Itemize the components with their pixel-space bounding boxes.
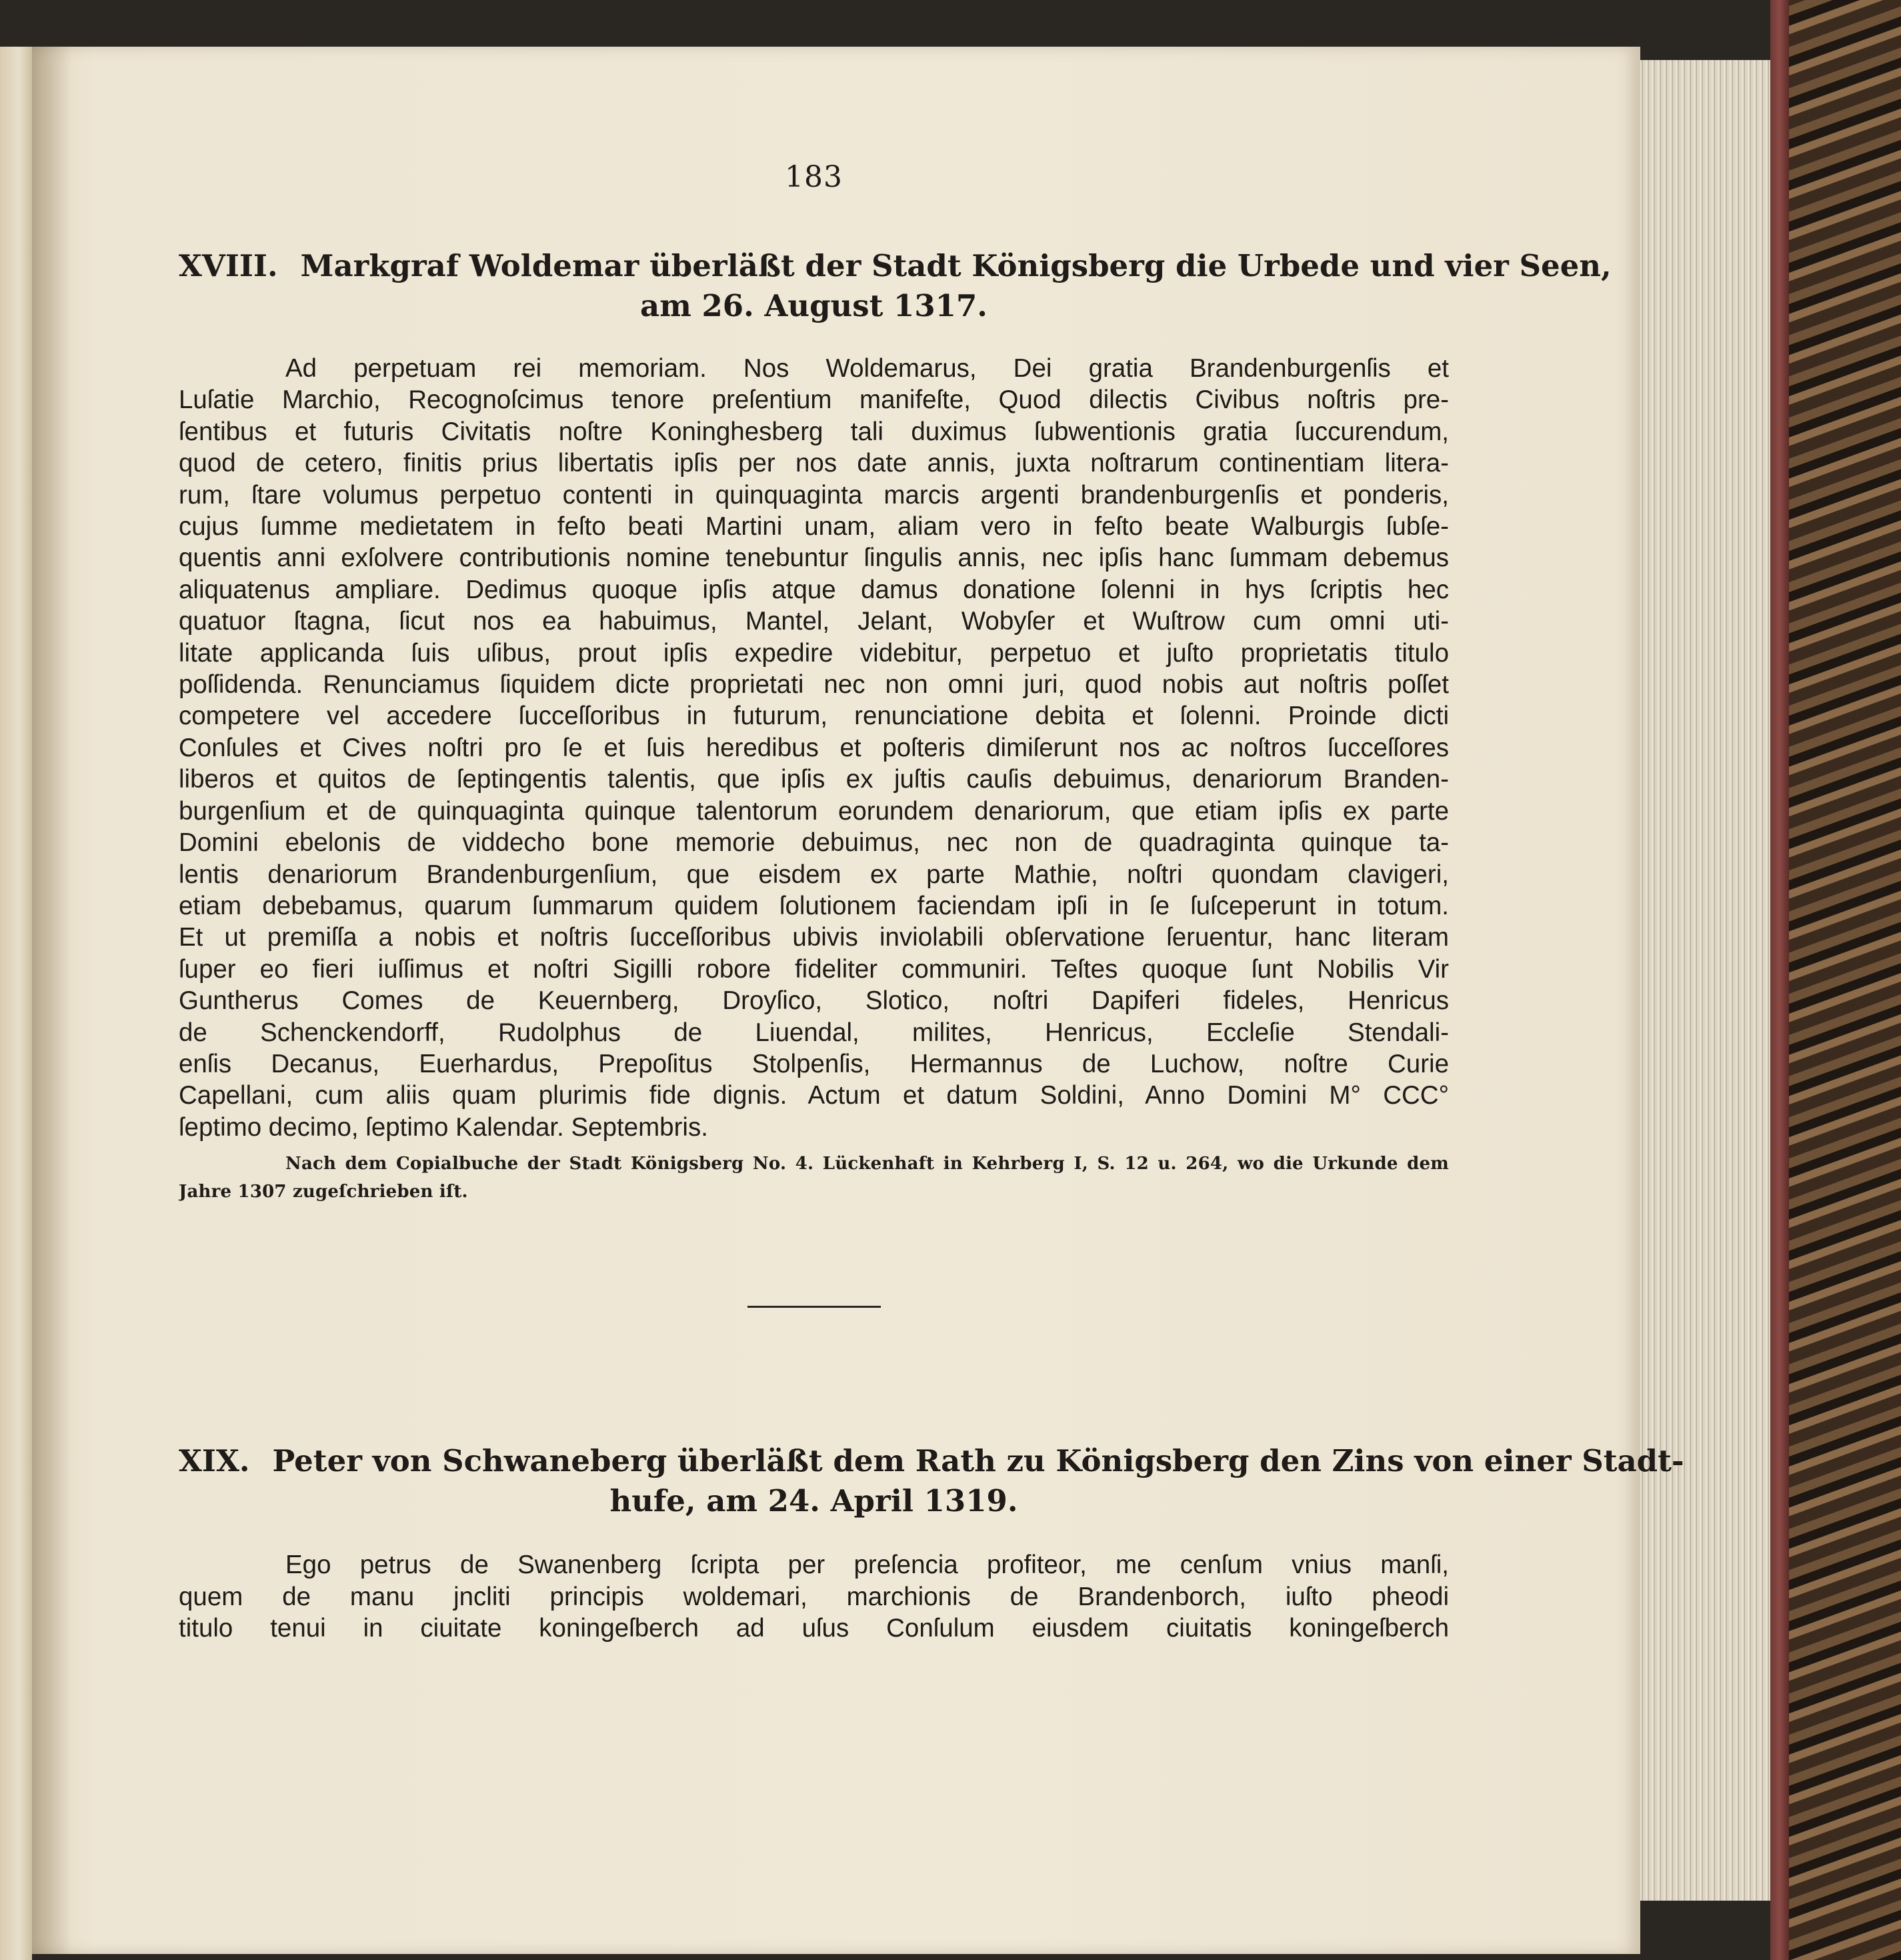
source-footnote: [179, 1150, 1449, 1206]
body-line: rum, ſtare volumus perpetuo contenti in quinquaginta marcis argenti brandenburgenſis et ponderis,: [179, 480, 1449, 510]
body-line: ſentibus et futuris Civitatis noſtre Koninghesberg tali duximus ſubwentionis gratia ſuccurendum,: [179, 417, 1449, 446]
facing-page-edge: [0, 47, 32, 1960]
book-cover-edge: [1770, 0, 1901, 1960]
body-line: titulo tenui in ciuitate koningeſberch ad uſus Conſulum eiusdem ciuitatis koningeſberch: [179, 1613, 1449, 1643]
page-edges: [1634, 60, 1770, 1901]
document-numeral: XIX.: [179, 1443, 250, 1479]
page-number: 183: [785, 160, 843, 194]
body-line: Ad perpetuam rei memoriam. Nos Woldemarus, Dei gratia Brandenburgenſis et: [285, 354, 1449, 383]
body-line: poſſidenda. Renunciamus ſiquidem dicte proprietati nec non omni juri, quod nobis aut noſtris poſſet: [179, 670, 1449, 700]
gutter-shadow: [32, 47, 72, 1954]
body-line: Guntherus Comes de Keuernberg, Droyſico, Slotico, noſtri Dapiferi fideles, Henricus: [179, 986, 1449, 1016]
footnote-line: Nach dem Copialbuche der Stadt Königsberg No. 4. Lückenhaft in Kehrberg I, S. 12 u. 264, wo die Urkunde dem: [285, 1154, 1449, 1174]
body-line: cujus ſumme medietatem in feſto beati Martini unam, aliam vero in feſto beate Walburgis ſubſe-: [179, 512, 1449, 542]
body-line: Et ut premiſſa a nobis et noſtris ſucceſſoribus ubivis inviolabili obſervatione ſeruentur, hanc literam: [179, 923, 1449, 952]
body-line: Ego petrus de Swanenberg ſcripta per preſencia profiteor, me cenſum vnius manſi,: [285, 1551, 1449, 1580]
heading-line-1: Peter von Schwaneberg überläßt dem Rath zu Königsberg den Zins von einer Stadt-: [272, 1443, 1684, 1479]
heading-line-2: am 26. August 1317.: [640, 288, 988, 323]
body-line: quem de manu jncliti principis woldemari, marchionis de Brandenborch, iuſto pheodi: [179, 1582, 1449, 1611]
body-line: de Schenckendorff, Rudolphus de Liuendal, milites, Henricus, Eccleſie Stendali-: [179, 1018, 1449, 1047]
book-page: [32, 47, 1684, 1954]
body-line: lentis denariorum Brandenburgenſium, que eisdem ex parte Mathie, noſtri quondam clavigeri,: [179, 860, 1449, 889]
section-separator: [747, 1306, 881, 1308]
document-heading: [179, 246, 1612, 326]
body-line: Capellani, cum aliis quam plurimis fide dignis. Actum et datum Soldini, Anno Domini M° CCC°: [179, 1081, 1449, 1110]
footnote-line: Jahre 1307 zugeſchrieben iſt.: [179, 1182, 468, 1202]
body-line: Domini ebelonis de viddecho bone memorie debuimus, nec non de quadraginta quinque ta-: [179, 828, 1449, 858]
body-line: quentis anni exſolvere contributionis nomine tenebuntur ſingulis annis, nec ipſis hanc ſummam debemus: [179, 544, 1449, 573]
body-line: burgenſium et de quinquaginta quinque talentorum eorundem denariorum, que etiam ipſis ex parte: [179, 796, 1449, 826]
body-line: enſis Decanus, Euerhardus, Prepoſitus Stolpenſis, Hermannus de Luchow, noſtre Curie: [179, 1049, 1449, 1078]
body-line: litate applicanda ſuis uſibus, prout ipſis expedire videbitur, perpetuo et juſto proprietatis titulo: [179, 638, 1449, 668]
body-line: quod de cetero, finitis prius libertatis ipſis per nos date annis, juxta noſtrarum continentiam litera-: [179, 449, 1449, 478]
document-body: [179, 1549, 1449, 1644]
document-xix: [179, 1441, 1684, 1644]
body-line: competere vel accedere ſucceſſoribus in futurum, renunciatione debita et ſolenni. Proinde dicti: [179, 702, 1449, 731]
body-line: Luſatie Marchio, Recognoſcimus tenore preſentium manifeſte, Quod dilectis Civibus noſtris pre-: [179, 385, 1449, 415]
page-content: [179, 160, 1684, 1644]
body-line: quatuor ſtagna, ſicut nos ea habuimus, Mantel, Jelant, Wobyſer et Wuſtrow cum omni uti-: [179, 607, 1449, 636]
heading-line-2: hufe, am 24. April 1319.: [609, 1483, 1018, 1519]
document-body: [179, 353, 1449, 1143]
body-line: etiam debebamus, quarum ſummarum quidem ſolutionem faciendam ipſi in ſe ſuſceperunt in totum.: [179, 891, 1449, 920]
body-line: ſeptimo decimo, ſeptimo Kalendar. Septembris.: [179, 1112, 708, 1142]
document-numeral: XVIII.: [179, 248, 278, 283]
body-line: aliquatenus ampliare. Dedimus quoque ipſis atque damus donatione ſolenni in hys ſcriptis hec: [179, 575, 1449, 604]
body-line: Conſules et Cives noſtri pro ſe et ſuis heredibus et poſteris dimiſerunt nos ac noſtros ſucceſſores: [179, 733, 1449, 762]
body-line: ſuper eo fieri iuſſimus et noſtri Sigilli robore fideliter communiri. Teſtes quoque ſunt Nobilis Vir: [179, 954, 1449, 984]
document-xviii: [179, 246, 1612, 1206]
document-heading: [179, 1441, 1684, 1521]
body-line: liberos et quitos de ſeptingentis talentis, que ipſis ex juſtis cauſis debuimus, denariorum Branden-: [179, 765, 1449, 794]
heading-line-1: Markgraf Woldemar überläßt der Stadt Königsberg die Urbede und vier Seen,: [300, 248, 1612, 283]
